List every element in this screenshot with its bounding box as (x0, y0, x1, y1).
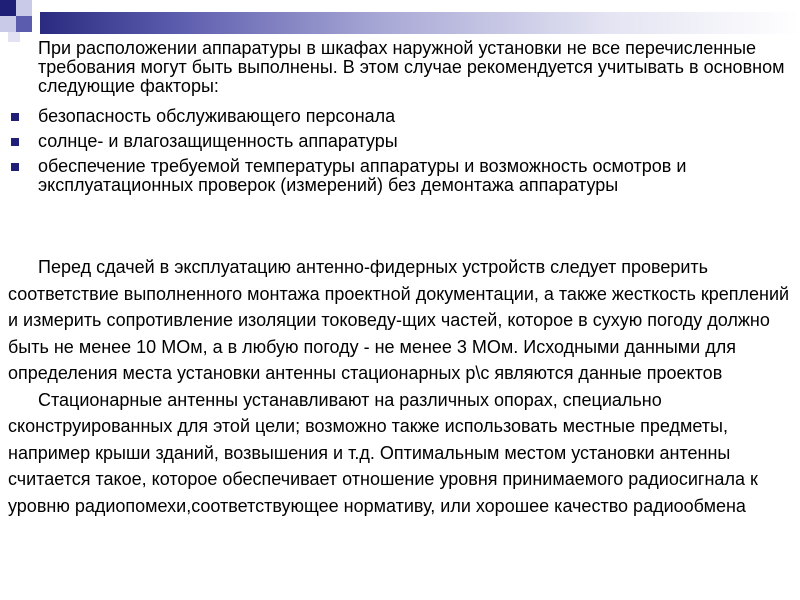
bullet-text: безопасность обслуживающего персонала (38, 106, 396, 126)
decorative-header (0, 0, 800, 40)
square-bullet-icon (11, 138, 19, 146)
decor-square-5 (8, 32, 20, 42)
decor-square-2 (16, 0, 32, 16)
decor-square-1 (0, 0, 16, 16)
decor-square-3 (0, 16, 16, 32)
square-bullet-icon (11, 163, 19, 171)
header-gradient-bar (40, 12, 800, 34)
bullet-item (0, 132, 800, 151)
bullet-list (0, 107, 800, 201)
intro-paragraph: При расположении аппаратуры в шкафах наружной установки не все перечисленные требования могут быть выполнены. В этом случае рекомендуется учитывать в основном следующие факторы: (38, 38, 785, 96)
square-bullet-icon (11, 113, 19, 121)
bullet-text: солнце- и влагозащищенность аппаратуры (38, 131, 398, 151)
paragraph-antenna-placement: Стационарные антенны устанавливают на различных опорах, специально сконструированных для этой цели; возможно также использовать местные предметы, например крыши зданий, возвышения и т.д. Оптимальным местом установки антенны считается такое, которое обеспечивает отношение уровня принимаемого радиосигнала к уровню радиопомехи,соответствующее нормативу, или хорошее качество радиообмена (8, 389, 758, 516)
paragraph-commissioning: Перед сдачей в эксплуатацию антенно-фидерных устройств следует проверить соответствие выполненного монтажа проектной документации, а также жесткость креплений и измерить сопротивление изоляции токоведу-щих частей, которое в сухую погоду должно быть не менее 10 МОм, а в любую погоду - не менее 3 МОм. Исходными данными для определения места установки антенны стационарных р\с являются данные проектов (8, 257, 790, 383)
bullet-item (0, 107, 800, 126)
body-text (8, 254, 794, 519)
decor-square-4 (16, 16, 32, 32)
bullet-text: обеспечение требуемой температуры аппаратуры и возможность осмотров и эксплуатационных проверок (измерений) без демонтажа аппаратуры (38, 156, 687, 195)
bullet-item (0, 157, 800, 195)
